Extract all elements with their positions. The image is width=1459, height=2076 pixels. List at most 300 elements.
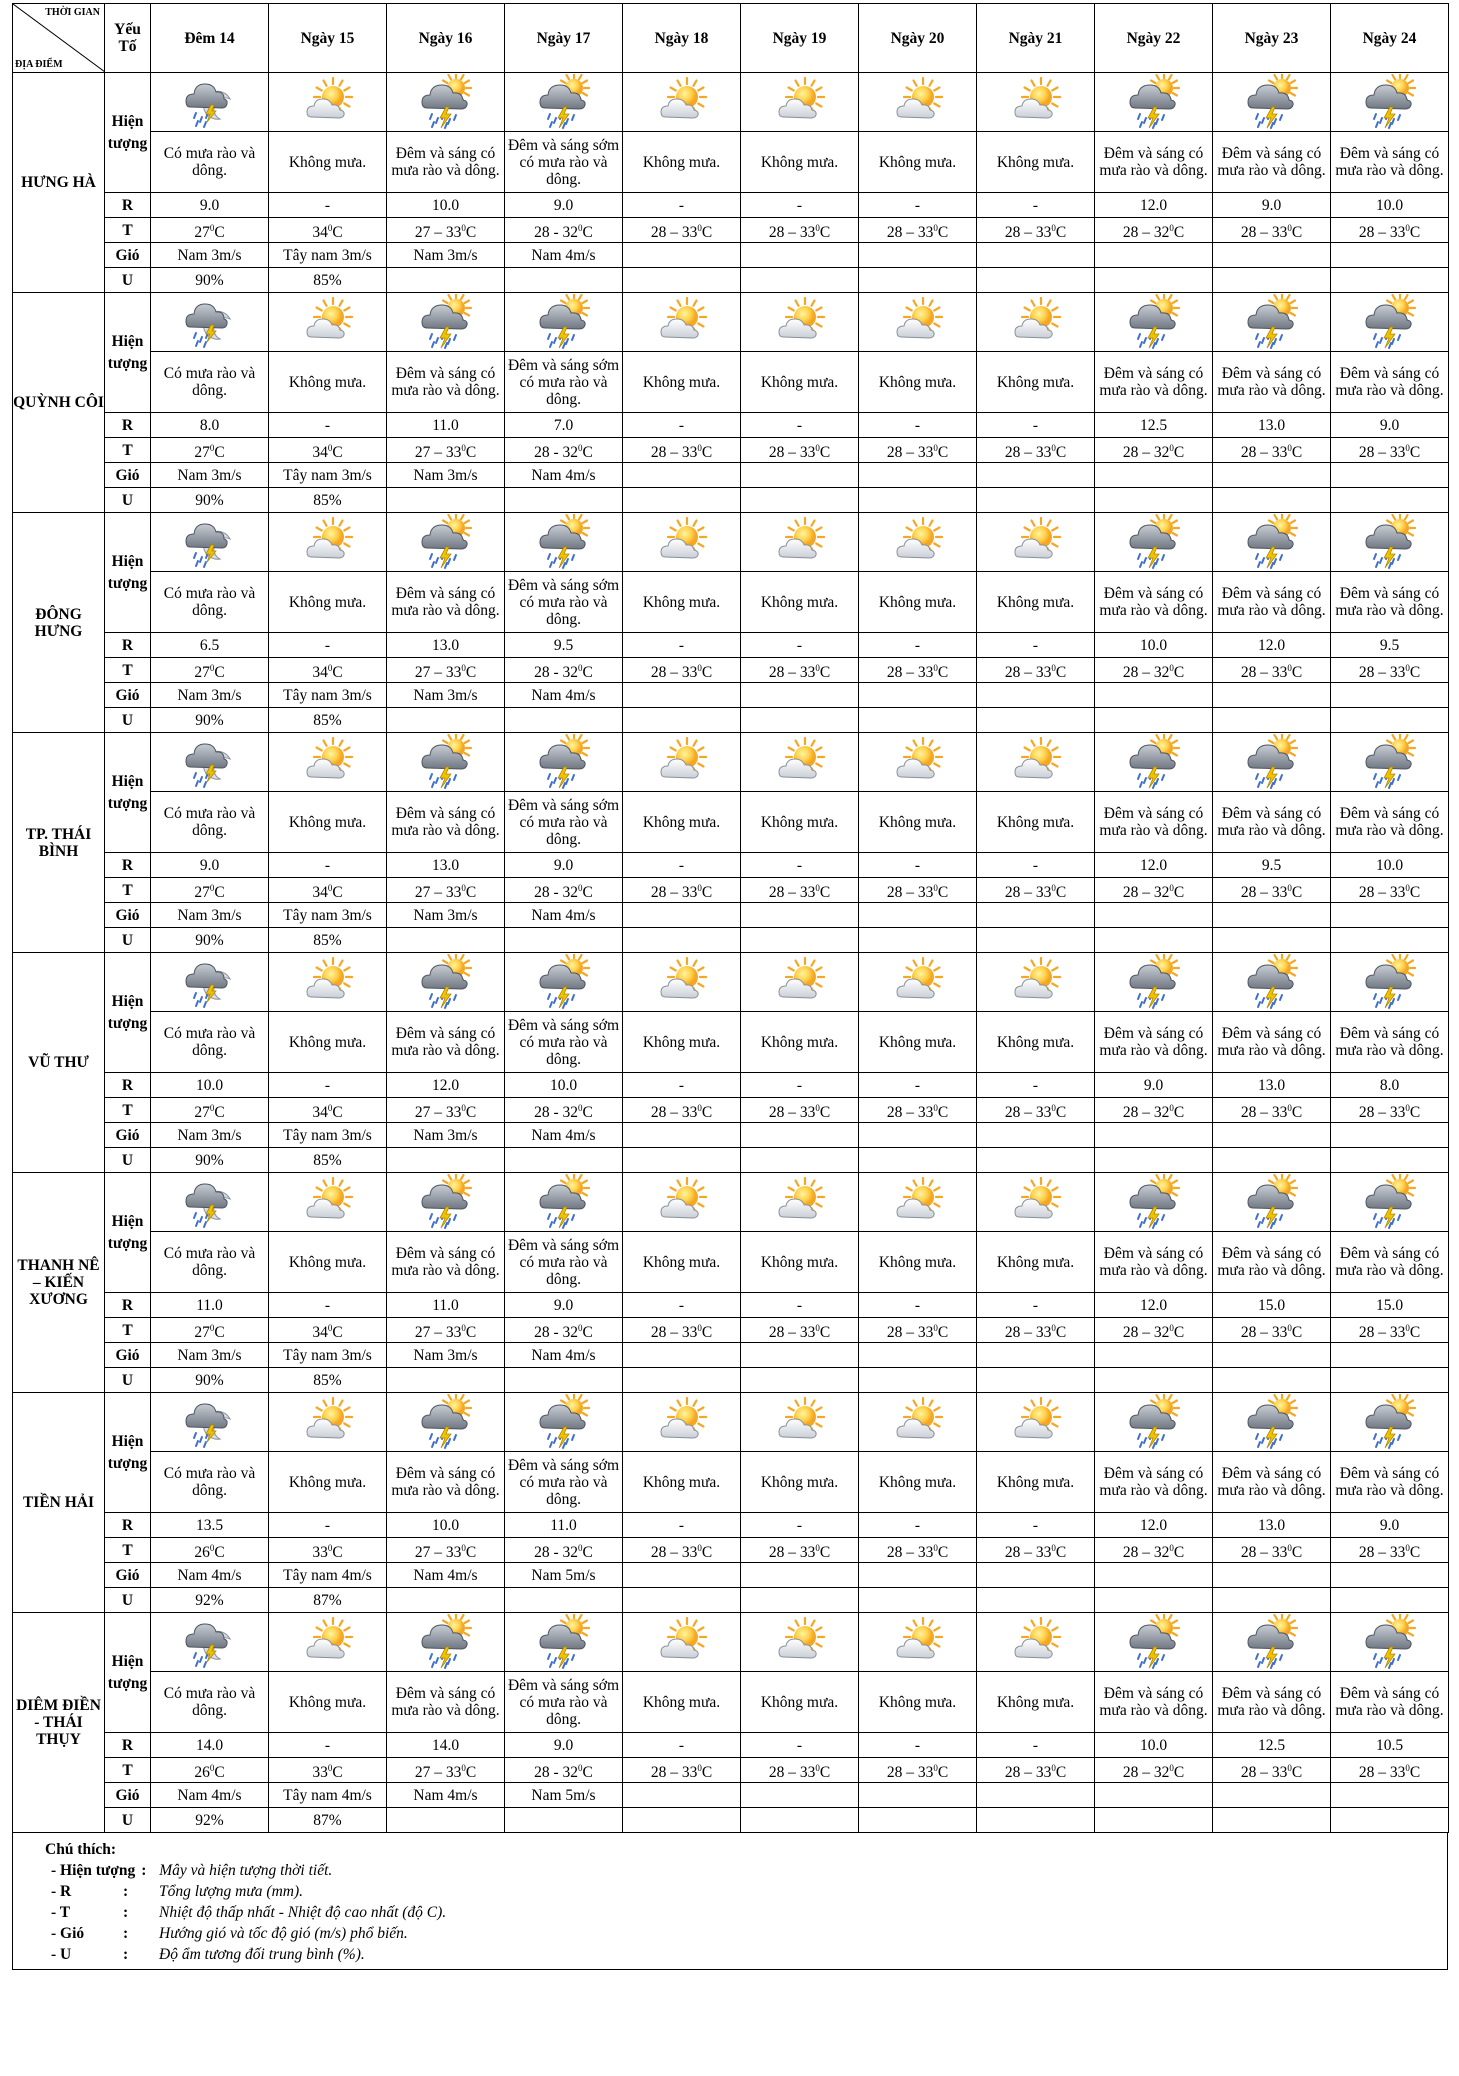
rain-value: 10.0	[387, 1513, 505, 1538]
cloud-storm-sun-icon	[1213, 734, 1330, 790]
temp-cell	[1331, 658, 1449, 683]
day-header: Ngày 21	[977, 4, 1095, 73]
weather-text: Không mưa.	[741, 1452, 859, 1513]
temp-value: 28 – 33	[1358, 663, 1406, 681]
rain-value: -	[269, 1293, 387, 1318]
weather-text: Đêm và sáng có mưa rào và dông.	[1213, 352, 1331, 413]
legend-notes	[12, 1833, 1448, 1970]
temp-cell	[1213, 438, 1331, 463]
temp-unit: C	[937, 1323, 949, 1341]
rain-value: -	[269, 1513, 387, 1538]
weather-text: Đêm và sáng có mưa rào và dông.	[1095, 132, 1213, 193]
weather-text-row	[13, 132, 1449, 193]
humidity-value	[977, 708, 1095, 733]
sun-cloud-icon	[269, 737, 386, 787]
sun-cloud-icon	[269, 957, 386, 1007]
wind-value	[859, 463, 977, 488]
weather-text: Có mưa rào và dông.	[151, 1672, 269, 1733]
weather-icon-cell	[269, 953, 387, 1012]
temp-cell	[1095, 218, 1213, 243]
day-header: Ngày 24	[1331, 4, 1449, 73]
temp-unit: C	[701, 443, 713, 461]
temp-unit: C	[1173, 663, 1185, 681]
temp-row	[13, 658, 1449, 683]
temp-cell	[387, 1758, 505, 1783]
sun-cloud-icon	[269, 517, 386, 567]
humidity-value	[505, 268, 623, 293]
temp-cell	[977, 878, 1095, 903]
degree-mark: 0	[1405, 222, 1410, 233]
temp-unit: C	[701, 223, 713, 241]
humidity-value	[387, 1368, 505, 1393]
sun-cloud-icon	[859, 297, 976, 347]
temp-value: 28 – 33	[886, 223, 934, 241]
degree-mark: 0	[578, 1322, 583, 1333]
temp-cell	[269, 878, 387, 903]
sun-cloud-icon	[977, 1397, 1094, 1447]
humidity-value	[1213, 488, 1331, 513]
label-wind: Gió	[105, 1563, 151, 1588]
temp-unit: C	[1409, 663, 1421, 681]
weather-text: Không mưa.	[269, 572, 387, 633]
degree-mark: 0	[461, 222, 466, 233]
rain-value: -	[977, 1073, 1095, 1098]
wind-value	[1331, 1343, 1449, 1368]
temp-value: 28 – 33	[886, 883, 934, 901]
temp-value: 27 – 33	[414, 223, 462, 241]
weather-text: Đêm và sáng có mưa rào và dông.	[1095, 572, 1213, 633]
temp-value: 26	[194, 1543, 210, 1561]
weather-icon-cell	[151, 1613, 269, 1672]
weather-icon-cell	[1095, 1393, 1213, 1452]
rain-value: -	[269, 853, 387, 878]
cloud-storm-sun-icon	[1095, 514, 1212, 570]
degree-mark: 0	[933, 882, 938, 893]
wind-value	[859, 243, 977, 268]
wind-row	[13, 903, 1449, 928]
humidity-value	[1331, 1368, 1449, 1393]
weather-text: Đêm và sáng sớm có mưa rào và dông.	[505, 572, 623, 633]
temp-value: 28 – 32	[1122, 443, 1170, 461]
weather-icon-cell	[1331, 73, 1449, 132]
note-item	[13, 1860, 1447, 1881]
temp-cell	[623, 878, 741, 903]
temp-value: 28 – 33	[886, 1543, 934, 1561]
weather-icon-cell	[977, 73, 1095, 132]
humidity-value	[859, 268, 977, 293]
weather-icon-cell	[1095, 1613, 1213, 1672]
day-header: Ngày 23	[1213, 4, 1331, 73]
wind-value	[859, 1123, 977, 1148]
wind-value: Nam 4m/s	[505, 683, 623, 708]
label-weather: Hiện tượng	[105, 73, 151, 193]
temp-cell	[505, 1538, 623, 1563]
temp-cell	[505, 1098, 623, 1123]
temp-value: 28 – 33	[650, 443, 698, 461]
temp-unit: C	[465, 1763, 477, 1781]
weather-icon-cell	[1213, 1393, 1331, 1452]
label-humidity: U	[105, 1368, 151, 1393]
wind-row	[13, 1343, 1449, 1368]
temp-value: 28 – 33	[1240, 1543, 1288, 1561]
degree-mark: 0	[209, 1322, 215, 1333]
wind-value: Nam 3m/s	[387, 1343, 505, 1368]
wind-value	[1331, 1563, 1449, 1588]
weather-icon-cell	[1331, 1393, 1449, 1452]
icon-row	[13, 733, 1449, 792]
temp-value: 28 - 32	[534, 1763, 579, 1781]
rain-value: 9.5	[1331, 633, 1449, 658]
weather-text: Không mưa.	[741, 1012, 859, 1073]
rain-value: -	[741, 413, 859, 438]
wind-value	[1095, 1563, 1213, 1588]
label-wind: Gió	[105, 243, 151, 268]
weather-icon-cell	[387, 73, 505, 132]
rain-value: 13.0	[387, 853, 505, 878]
weather-icon-cell	[1213, 1613, 1331, 1672]
weather-icon-cell	[623, 1393, 741, 1452]
rain-value: -	[623, 1733, 741, 1758]
wind-value	[741, 1783, 859, 1808]
rain-row	[13, 1073, 1449, 1098]
weather-text: Không mưa.	[741, 352, 859, 413]
note-text: Tổng lượng mưa (mm).	[159, 1883, 304, 1900]
temp-value: 28 – 33	[886, 1763, 934, 1781]
location-name: QUỲNH CÔI	[13, 293, 105, 513]
temp-value: 28 – 33	[768, 1763, 816, 1781]
note-sep: :	[123, 1904, 129, 1921]
weather-text: Đêm và sáng có mưa rào và dông.	[387, 1232, 505, 1293]
cloud-storm-sun-icon	[505, 514, 622, 570]
weather-text: Đêm và sáng có mưa rào và dông.	[387, 132, 505, 193]
weather-icon-cell	[1331, 293, 1449, 352]
temp-unit: C	[1055, 1543, 1067, 1561]
note-item	[13, 1881, 1447, 1902]
rain-value: 10.0	[387, 193, 505, 218]
temp-unit: C	[701, 663, 713, 681]
temp-value: 28 – 33	[768, 1103, 816, 1121]
weather-text-row	[13, 572, 1449, 633]
weather-text: Không mưa.	[623, 572, 741, 633]
wind-value: Nam 4m/s	[505, 243, 623, 268]
weather-icon-cell	[859, 1393, 977, 1452]
sun-cloud-icon	[977, 1617, 1094, 1667]
weather-text: Không mưa.	[977, 132, 1095, 193]
cloud-storm-sun-icon	[1095, 1394, 1212, 1450]
wind-row	[13, 1123, 1449, 1148]
cloud-storm-sun-icon	[1095, 734, 1212, 790]
temp-cell	[623, 1538, 741, 1563]
temp-unit: C	[332, 1323, 343, 1341]
rain-value: 9.0	[1213, 193, 1331, 218]
note-sep: :	[123, 1883, 129, 1900]
temp-unit: C	[937, 443, 949, 461]
label-wind: Gió	[105, 1783, 151, 1808]
temp-unit: C	[701, 1323, 713, 1341]
temp-value: 28 – 32	[1122, 1323, 1170, 1341]
temp-cell	[1331, 878, 1449, 903]
wind-value	[623, 463, 741, 488]
weather-icon-cell	[387, 513, 505, 572]
degree-mark: 0	[1405, 1542, 1410, 1553]
temp-unit: C	[214, 883, 225, 901]
rain-value: 12.5	[1213, 1733, 1331, 1758]
weather-text: Có mưa rào và dông.	[151, 792, 269, 853]
temp-unit: C	[214, 443, 225, 461]
temp-cell	[741, 218, 859, 243]
weather-icon-cell	[859, 733, 977, 792]
humidity-value	[977, 928, 1095, 953]
temp-value: 28 – 33	[1358, 1323, 1406, 1341]
wind-value	[859, 683, 977, 708]
degree-mark: 0	[209, 222, 215, 233]
weather-text: Đêm và sáng sớm có mưa rào và dông.	[505, 792, 623, 853]
rain-value: 14.0	[387, 1733, 505, 1758]
weather-icon-cell	[505, 293, 623, 352]
degree-mark: 0	[327, 222, 333, 233]
humidity-value	[1331, 928, 1449, 953]
rain-value: -	[977, 413, 1095, 438]
temp-unit: C	[1055, 1763, 1067, 1781]
rain-value: -	[269, 1733, 387, 1758]
temp-unit: C	[465, 443, 477, 461]
header-row	[13, 4, 1449, 73]
temp-unit: C	[1173, 883, 1185, 901]
degree-mark: 0	[1287, 442, 1292, 453]
temp-unit: C	[1291, 1763, 1303, 1781]
rain-value: 14.0	[151, 1733, 269, 1758]
temp-value: 28 – 33	[1004, 1763, 1052, 1781]
weather-text-row	[13, 1232, 1449, 1293]
humidity-value	[1213, 1808, 1331, 1833]
wind-value	[859, 903, 977, 928]
sun-cloud-icon	[623, 77, 740, 127]
cloud-storm-sun-icon	[1095, 1614, 1212, 1670]
wind-value: Nam 5m/s	[505, 1783, 623, 1808]
wind-value: Nam 4m/s	[151, 1563, 269, 1588]
degree-mark: 0	[578, 662, 583, 673]
weather-icon-cell	[623, 733, 741, 792]
wind-value: Nam 3m/s	[387, 1123, 505, 1148]
temp-unit: C	[1173, 1103, 1185, 1121]
rain-value: 6.5	[151, 633, 269, 658]
wind-value	[859, 1563, 977, 1588]
temp-unit: C	[937, 663, 949, 681]
humidity-value	[1213, 1588, 1331, 1613]
rain-value: 12.0	[387, 1073, 505, 1098]
wind-value	[623, 243, 741, 268]
wind-value	[977, 1783, 1095, 1808]
label-wind: Gió	[105, 1343, 151, 1368]
weather-text: Có mưa rào và dông.	[151, 572, 269, 633]
time-label: THỜI GIAN	[45, 7, 100, 18]
temp-row	[13, 1758, 1449, 1783]
weather-text: Đêm và sáng có mưa rào và dông.	[1331, 572, 1449, 633]
rain-value: 10.0	[1331, 853, 1449, 878]
degree-mark: 0	[1051, 1762, 1056, 1773]
wind-value: Nam 4m/s	[505, 1123, 623, 1148]
temp-value: 27	[194, 883, 210, 901]
rain-value: 12.5	[1095, 413, 1213, 438]
temp-cell	[1331, 438, 1449, 463]
weather-icon-cell	[387, 1613, 505, 1672]
wind-value	[623, 903, 741, 928]
wind-value: Nam 5m/s	[505, 1563, 623, 1588]
weather-text: Đêm và sáng có mưa rào và dông.	[1213, 1012, 1331, 1073]
humidity-value	[1095, 708, 1213, 733]
weather-icon-cell	[977, 513, 1095, 572]
temp-value: 27 – 33	[414, 1323, 462, 1341]
weather-text: Không mưa.	[623, 792, 741, 853]
wind-row	[13, 1783, 1449, 1808]
day-header: Ngày 15	[269, 4, 387, 73]
wind-value	[741, 1343, 859, 1368]
degree-mark: 0	[461, 442, 466, 453]
temp-cell	[387, 878, 505, 903]
humidity-value	[1331, 1808, 1449, 1833]
weather-text: Đêm và sáng có mưa rào và dông.	[1213, 572, 1331, 633]
temp-unit: C	[1291, 883, 1303, 901]
weather-icon-cell	[269, 73, 387, 132]
weather-text: Không mưa.	[977, 792, 1095, 853]
weather-text: Không mưa.	[269, 352, 387, 413]
weather-text: Đêm và sáng có mưa rào và dông.	[1213, 132, 1331, 193]
weather-icon-cell	[505, 1393, 623, 1452]
cloud-storm-sun-icon	[1331, 1394, 1448, 1450]
humidity-value	[1095, 1368, 1213, 1393]
weather-icon-cell	[1095, 733, 1213, 792]
temp-unit: C	[819, 663, 831, 681]
temp-value: 28 – 32	[1122, 1543, 1170, 1561]
rain-value: -	[741, 1293, 859, 1318]
wind-value: Nam 4m/s	[505, 1343, 623, 1368]
temp-value: 28 – 33	[1240, 663, 1288, 681]
weather-text: Đêm và sáng có mưa rào và dông.	[1213, 1452, 1331, 1513]
degree-mark: 0	[1051, 662, 1056, 673]
temp-value: 28 – 33	[1004, 663, 1052, 681]
temp-unit: C	[582, 663, 593, 681]
wind-value	[623, 1123, 741, 1148]
temp-cell	[977, 658, 1095, 683]
note-text: Độ ẩm tương đối trung bình (%).	[159, 1946, 365, 1963]
weather-icon-cell	[269, 293, 387, 352]
degree-mark: 0	[1287, 1762, 1292, 1773]
temp-cell	[977, 438, 1095, 463]
temp-value: 34	[312, 1103, 328, 1121]
note-text: Hướng gió và tốc độ gió (m/s) phổ biến.	[159, 1925, 408, 1942]
degree-mark: 0	[933, 222, 938, 233]
temp-cell	[505, 878, 623, 903]
weather-icon-cell	[1095, 1173, 1213, 1232]
weather-icon-cell	[505, 953, 623, 1012]
corner-header	[13, 4, 105, 73]
temp-cell	[269, 658, 387, 683]
weather-text: Không mưa.	[741, 132, 859, 193]
cloud-storm-sun-icon	[387, 954, 504, 1010]
humidity-value	[505, 1148, 623, 1173]
weather-text: Không mưa.	[741, 792, 859, 853]
degree-mark: 0	[327, 1542, 333, 1553]
weather-text: Không mưa.	[623, 132, 741, 193]
wind-value	[741, 1123, 859, 1148]
note-key: - Hiện tượng	[51, 1862, 136, 1879]
wind-value	[1095, 463, 1213, 488]
degree-mark: 0	[1051, 222, 1056, 233]
temp-unit: C	[582, 883, 593, 901]
temp-value: 28 – 32	[1122, 223, 1170, 241]
temp-unit: C	[465, 1103, 477, 1121]
label-weather: Hiện tượng	[105, 293, 151, 413]
degree-mark: 0	[461, 1102, 466, 1113]
rain-value: -	[741, 853, 859, 878]
weather-icon-cell	[505, 733, 623, 792]
degree-mark: 0	[1405, 662, 1410, 673]
degree-mark: 0	[1169, 442, 1174, 453]
degree-mark: 0	[815, 882, 820, 893]
wind-value	[623, 1783, 741, 1808]
cloud-storm-sun-icon	[505, 734, 622, 790]
temp-cell	[387, 438, 505, 463]
humidity-value	[859, 1588, 977, 1613]
weather-text: Đêm và sáng có mưa rào và dông.	[1095, 1672, 1213, 1733]
degree-mark: 0	[697, 222, 702, 233]
sun-cloud-icon	[859, 517, 976, 567]
icon-row	[13, 1393, 1449, 1452]
wind-value	[977, 1563, 1095, 1588]
temp-cell	[1095, 658, 1213, 683]
cloud-storm-sun-icon	[387, 734, 504, 790]
degree-mark: 0	[327, 662, 333, 673]
weather-text: Không mưa.	[977, 1012, 1095, 1073]
temp-value: 28 – 33	[768, 1323, 816, 1341]
weather-text: Đêm và sáng có mưa rào và dông.	[1331, 792, 1449, 853]
rain-row	[13, 1513, 1449, 1538]
rain-row	[13, 1733, 1449, 1758]
rain-value: 12.0	[1095, 1513, 1213, 1538]
temp-cell	[977, 1098, 1095, 1123]
rain-value: 9.0	[505, 193, 623, 218]
sun-cloud-icon	[977, 517, 1094, 567]
degree-mark: 0	[209, 1542, 215, 1553]
temp-cell	[505, 438, 623, 463]
humidity-value	[387, 1808, 505, 1833]
wind-value: Tây nam 3m/s	[269, 1123, 387, 1148]
humidity-value	[505, 928, 623, 953]
weather-icon-cell	[623, 1173, 741, 1232]
weather-icon-cell	[387, 1173, 505, 1232]
humidity-value: 92%	[151, 1588, 269, 1613]
label-temp: T	[105, 878, 151, 903]
weather-icon-cell	[1331, 1613, 1449, 1672]
rain-value: -	[977, 853, 1095, 878]
cloud-storm-sun-icon	[387, 294, 504, 350]
temp-cell	[1095, 878, 1213, 903]
temp-value: 28 – 33	[1004, 1103, 1052, 1121]
humidity-value	[859, 488, 977, 513]
degree-mark: 0	[1169, 662, 1174, 673]
rain-value: -	[859, 1073, 977, 1098]
cloud-storm-sun-icon	[1095, 954, 1212, 1010]
humidity-value	[741, 1368, 859, 1393]
weather-icon-cell	[741, 733, 859, 792]
day-header: Ngày 16	[387, 4, 505, 73]
weather-text: Không mưa.	[977, 1232, 1095, 1293]
sun-cloud-icon	[623, 957, 740, 1007]
weather-icon-cell	[859, 513, 977, 572]
sun-cloud-icon	[859, 737, 976, 787]
wind-value	[741, 463, 859, 488]
wind-value	[1331, 243, 1449, 268]
